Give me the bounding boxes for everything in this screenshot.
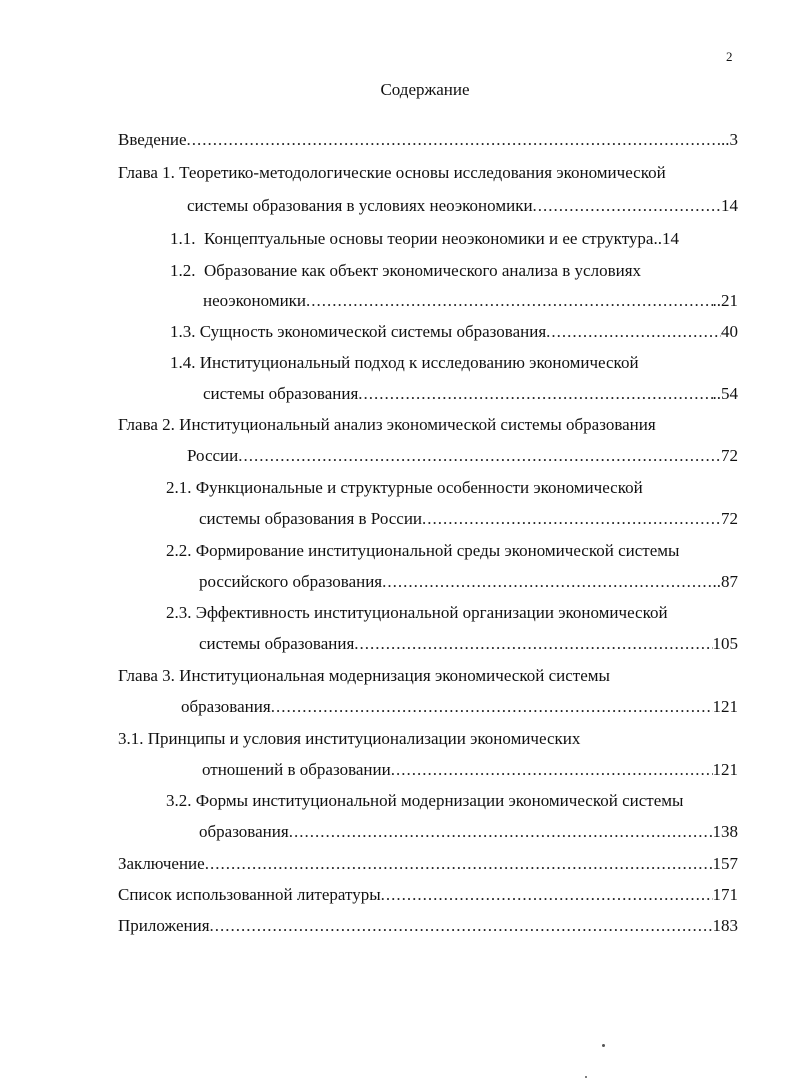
toc-entry-title: отношений в образовании bbox=[202, 760, 391, 779]
scan-speck bbox=[602, 1044, 605, 1047]
leader-dots bbox=[205, 854, 713, 874]
toc-chapter-3-line1: Глава 3. Институциональная модернизация экономической системы bbox=[118, 666, 610, 685]
toc-entry-title: системы образования bbox=[199, 634, 355, 653]
toc-section-2-3 bbox=[199, 634, 738, 654]
toc-entry-page: ..21 bbox=[712, 291, 738, 310]
toc-entry-page: ..87 bbox=[712, 572, 738, 591]
toc-entry-title: образования bbox=[181, 697, 271, 716]
toc-entry-page: 138 bbox=[712, 822, 738, 841]
toc-section-2-2 bbox=[199, 572, 738, 592]
leader-dots bbox=[289, 822, 713, 842]
toc-entry-page: 72 bbox=[721, 509, 738, 528]
toc-entry-title: России bbox=[187, 446, 239, 465]
toc-entry-references bbox=[118, 885, 738, 905]
toc-section-1-2 bbox=[203, 291, 738, 311]
toc-entry-page: 157 bbox=[712, 854, 738, 873]
toc-entry-title: Приложения bbox=[118, 916, 210, 935]
leader-dots bbox=[533, 196, 721, 216]
toc-section-1-2-line1: 1.2. Образование как объект экономического анализа в условиях bbox=[170, 261, 642, 280]
toc-entry-page: 171 bbox=[712, 885, 738, 904]
leader-dots bbox=[187, 130, 721, 150]
leader-dots bbox=[354, 634, 712, 654]
toc-entry-title: 1.3. Сущность экономической системы образования bbox=[170, 322, 547, 341]
toc-entry-appendices bbox=[118, 916, 738, 936]
toc-entry-title: системы образования в условиях неоэкономики bbox=[187, 196, 533, 215]
toc-entry-page: 183 bbox=[712, 916, 738, 935]
toc-section-1-4-line1: 1.4. Институциональный подход к исследованию экономической bbox=[170, 353, 639, 372]
toc-chapter-3 bbox=[181, 697, 738, 717]
toc-entry-title: Список использованной литературы bbox=[118, 885, 381, 904]
toc-section-1-3 bbox=[170, 322, 738, 342]
toc-entry-title: системы образования bbox=[203, 384, 359, 403]
toc-entry-title: образования bbox=[199, 822, 289, 841]
toc-entry-page: ..3 bbox=[721, 130, 738, 149]
toc-section-3-1 bbox=[202, 760, 738, 780]
toc-entry-page: 40 bbox=[721, 322, 738, 341]
toc-section-3-2 bbox=[199, 822, 738, 842]
scan-speck bbox=[585, 1076, 587, 1078]
toc-section-1-4 bbox=[203, 384, 738, 404]
page-number: 2 bbox=[726, 49, 733, 64]
toc-entry-intro bbox=[118, 130, 738, 150]
toc-section-3-1-line1: 3.1. Принципы и условия институционализации экономических bbox=[118, 729, 581, 748]
leader-dots bbox=[358, 384, 712, 404]
toc-entry-conclusion bbox=[118, 854, 738, 874]
leader-dots bbox=[306, 291, 712, 311]
toc-section-2-2-line1: 2.2. Формирование институциональной среды экономической системы bbox=[166, 541, 680, 560]
toc-entry-title: неоэкономики bbox=[203, 291, 307, 310]
page-title: Содержание bbox=[380, 80, 470, 99]
toc-chapter-2 bbox=[187, 446, 738, 466]
leader-dots bbox=[546, 322, 721, 342]
leader-dots bbox=[238, 446, 721, 466]
toc-chapter-1-line1: Глава 1. Теоретико-методологические основы исследования экономической bbox=[118, 163, 666, 182]
leader-dots bbox=[382, 572, 712, 592]
toc-section-2-1 bbox=[199, 509, 738, 529]
toc-entry-title: Заключение bbox=[118, 854, 205, 873]
toc-chapter-2-line1: Глава 2. Институциональный анализ экономической системы образования bbox=[118, 415, 656, 434]
toc-entry-title: системы образования в России bbox=[199, 509, 423, 528]
toc-section-1-1: 1.1. Концептуальные основы теории неоэкономики и ее структура..14 bbox=[170, 229, 679, 248]
toc-entry-title: Введение bbox=[118, 130, 187, 149]
toc-entry-page: ..54 bbox=[712, 384, 738, 403]
leader-dots bbox=[210, 916, 713, 936]
leader-dots bbox=[422, 509, 721, 529]
toc-entry-title: российского образования bbox=[199, 572, 383, 591]
leader-dots bbox=[271, 697, 713, 717]
toc-chapter-1 bbox=[187, 196, 738, 216]
toc-section-3-2-line1: 3.2. Формы институциональной модернизации экономической системы bbox=[166, 791, 684, 810]
toc-entry-page: 14 bbox=[721, 196, 738, 215]
toc-section-2-1-line1: 2.1. Функциональные и структурные особенности экономической bbox=[166, 478, 643, 497]
leader-dots bbox=[391, 760, 713, 780]
toc-section-2-3-line1: 2.3. Эффективность институциональной организации экономической bbox=[166, 603, 668, 622]
toc-entry-page: 105 bbox=[712, 634, 738, 653]
toc-entry-page: 72 bbox=[721, 446, 738, 465]
leader-dots bbox=[381, 885, 713, 905]
toc-entry-page: 121 bbox=[712, 760, 738, 779]
toc-entry-page: 121 bbox=[712, 697, 738, 716]
